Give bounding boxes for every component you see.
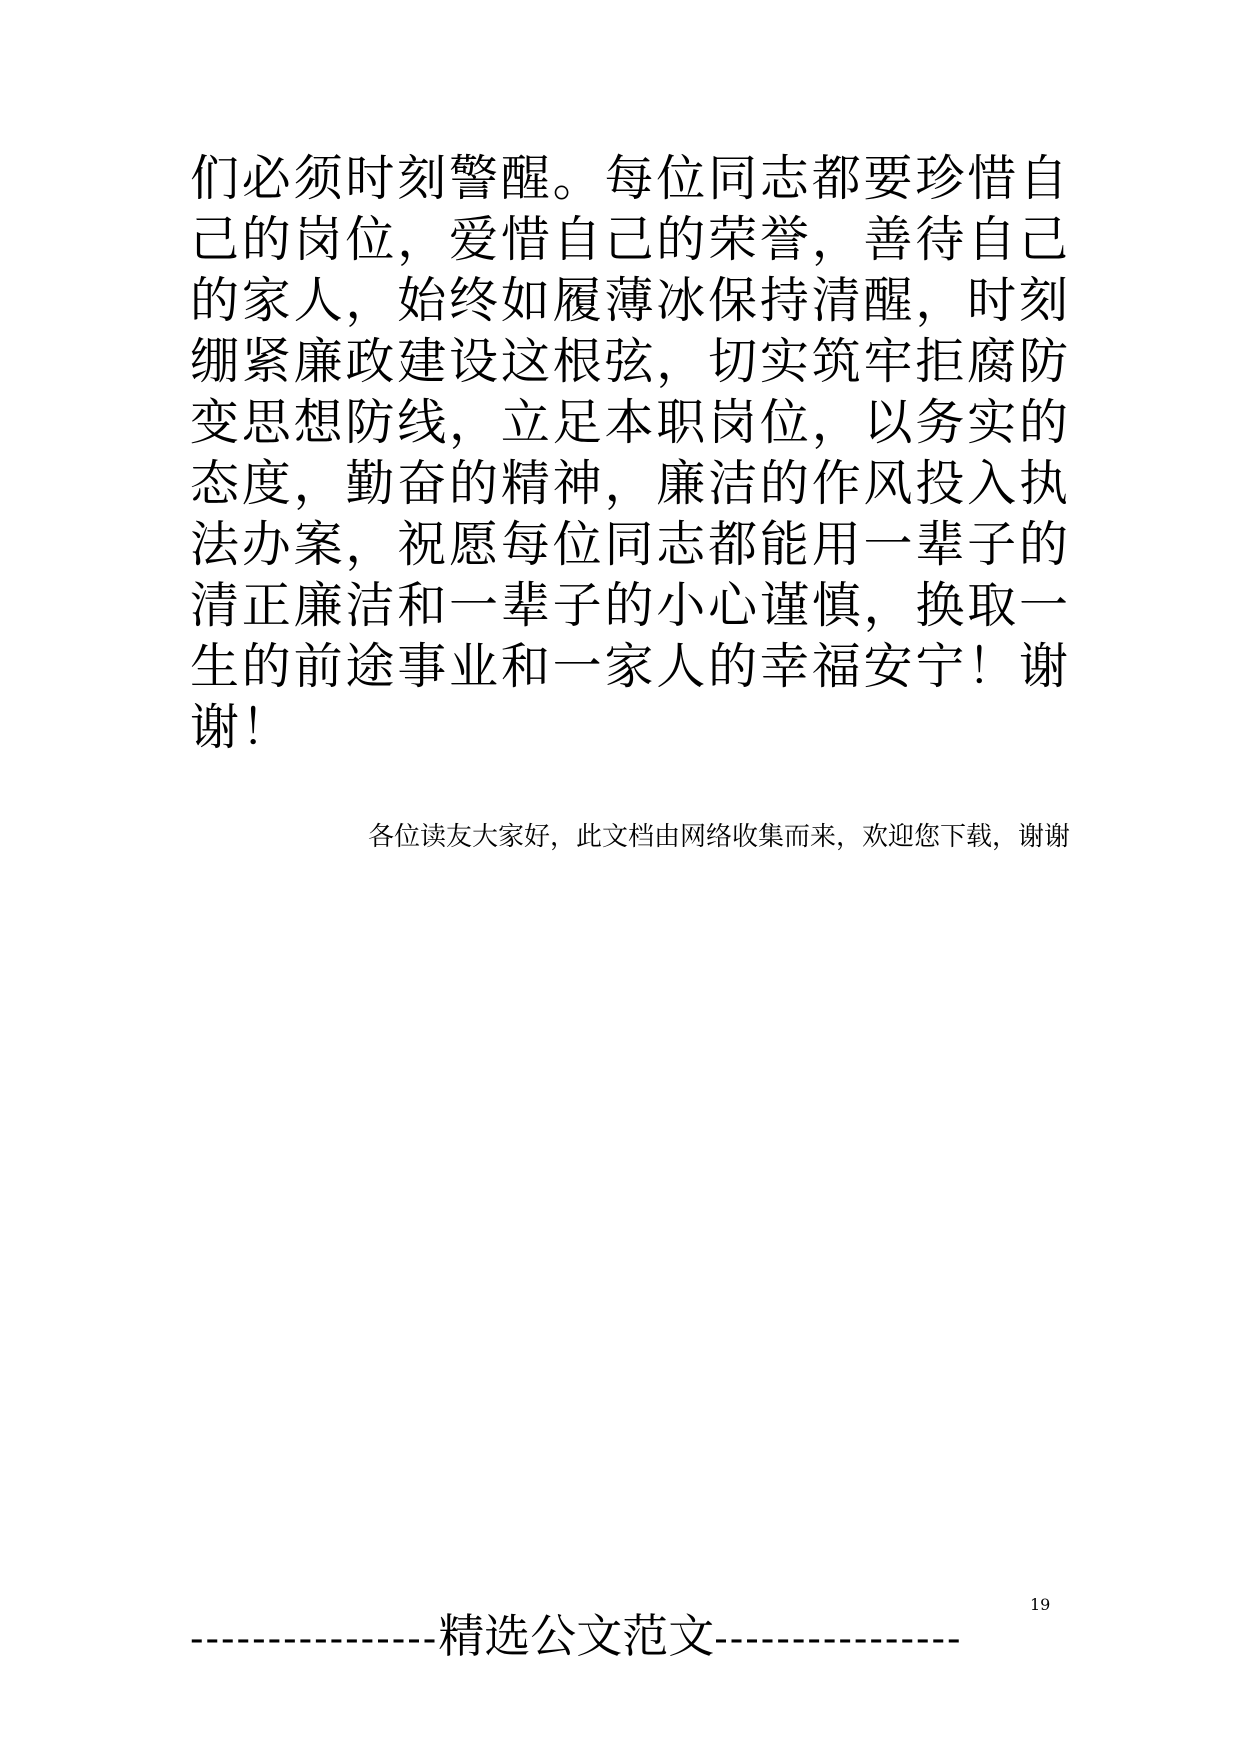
footer-title: 精选公文范文 bbox=[438, 1609, 715, 1663]
body-line: 生的前途事业和一家人的幸福安宁！谢 bbox=[190, 638, 1070, 695]
body-line: 们必须时刻警醒。每位同志都要珍惜自 bbox=[190, 150, 1070, 207]
body-line: 态度，勤奋的精神，廉洁的作风投入执 bbox=[190, 455, 1070, 512]
body-line: 谢！ bbox=[190, 699, 293, 756]
body-line: 变思想防线，立足本职岗位，以务实的 bbox=[190, 394, 1070, 451]
page-number: 19 bbox=[1030, 1595, 1051, 1614]
body-line: 的家人，始终如履薄冰保持清醒，时刻 bbox=[190, 272, 1070, 329]
body-text bbox=[190, 148, 1070, 758]
body-line: 法办案，祝愿每位同志都能用一辈子的 bbox=[190, 516, 1070, 573]
footer-banner bbox=[190, 1608, 1070, 1667]
footer-left-dashes: ---------------- bbox=[190, 1616, 439, 1662]
download-note: 各位读友大家好，此文档由网络收集而来，欢迎您下载，谢谢 bbox=[367, 822, 1070, 852]
body-line: 己的岗位，爱惜自己的荣誉，善待自己 bbox=[190, 211, 1070, 268]
body-line: 清正廉洁和一辈子的小心谨慎，换取一 bbox=[190, 577, 1070, 634]
body-line: 绷紧廉政建设这根弦，切实筑牢拒腐防 bbox=[190, 333, 1070, 390]
footer-right-dashes: ---------------- bbox=[714, 1616, 963, 1662]
